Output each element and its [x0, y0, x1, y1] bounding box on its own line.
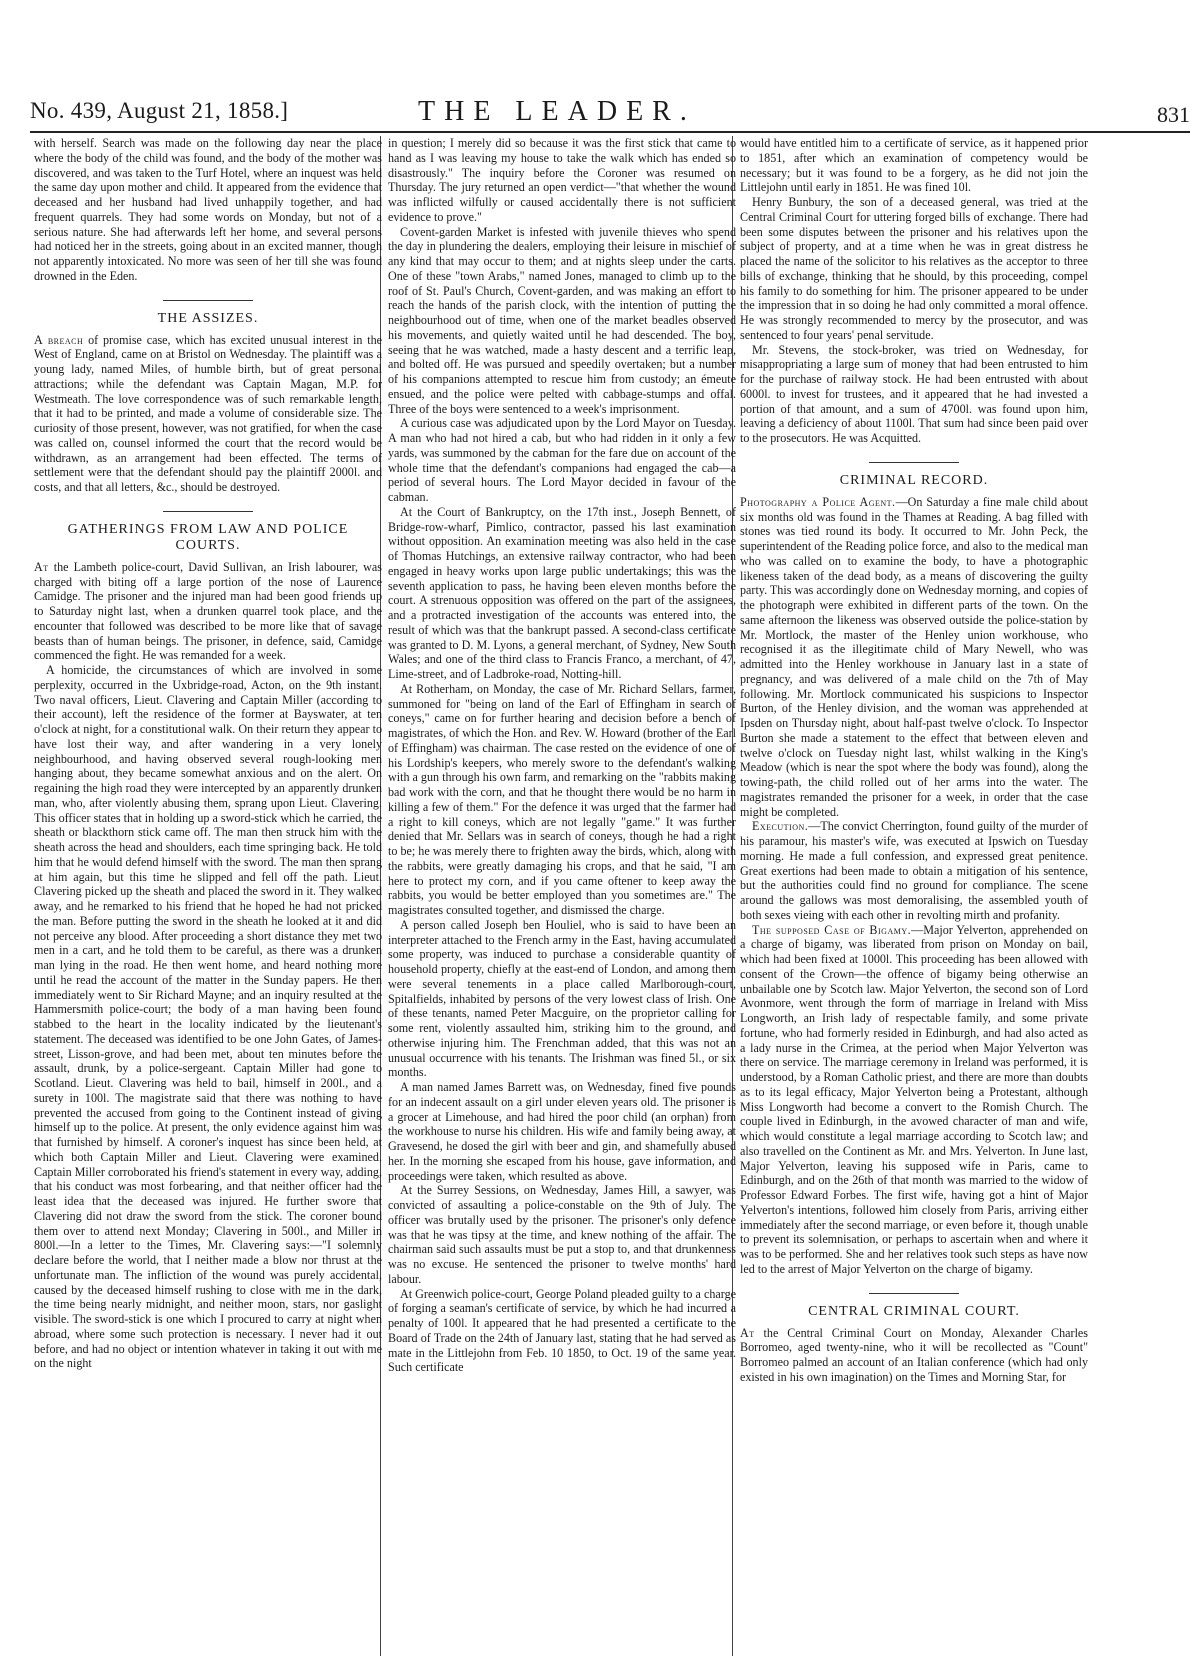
article-paragraph: Mr. Stevens, the stock-broker, was tried on Wednesday, for misappropriating a large sum of money that had been entrusted to him for the purchase of railway stock. He had been entrusted with about 6000l. to invest for trustees, and it appeared that he had invested a portion of that amount, and a sum of 4700l. was found upon him, leaving a deficiency of about 1100l. That sum had since been paid over to the prosecutors. He was Acquitted.: [740, 342, 1088, 445]
section-rule: [163, 300, 253, 301]
article-paragraph: [740, 923, 1088, 1277]
section-heading-gatherings: GATHERINGS FROM LAW AND POLICE COURTS.: [67, 521, 349, 553]
column-right: [740, 136, 1088, 1385]
article-paragraph: At Greenwich police-court, George Poland pleaded guilty to a charge of forging a seaman's certificate of service, by which he had incurred a penalty of 100l. It appeared that he had presented a certificate to the Board of Trade on the 24th of January last, stating that he had served as mate in the Littlejohn from Feb. 10 1850, to Oct. 19 of the same year. Such certificate: [388, 1286, 736, 1375]
paragraph-text: —On Saturday a fine male child about six months old was found in the Thames at Reading. A bag filled with stones was tied round its body. It occurred to Mr. John Peck, the superintendent of the Reading police force, and also to the medical man who was called on to examine the body, to have a photographic likeness taken of the dead body, as a means of discovering the guilty party. This was accordingly done on Wednesday morning, and copies of the photograph were exhibited in different parts of the town. On the same afternoon the likeness was observed outside the police-station by Mr. Mortlock, the master of the Henley union workhouse, who recognised it as the illegitimate child of Mary Newell, who was admitted into the Henley workhouse in January last in a state of pregnancy, and was delivered of a male child on the 7th of May following. Mr. Mortlock communicated his suspicions to Inspector Burton, of the Henley division, and the woman was apprehended at Ipsden on Thursday night, about half-past twelve o'clock. To Inspector Burton she made a statement to the effect that between eleven and twelve o'clock on Tuesday night last, whilst walking in the King's Meadow (which is near the spot where the body was found), along the towing-path, the child rolled out of her arms into the water. The magistrates remanded the prisoner for a week, in order that the case might be completed.: [740, 494, 1088, 819]
article-paragraph: Henry Bunbury, the son of a deceased general, was tried at the Central Criminal Court for uttering forged bills of exchange. There had been some disputes between the prisoner and his relatives upon the subject of property, and at a time when he was in great distress he placed the name of the solicitor to his relatives as the acceptor to three bills of exchange, thinking that he should, by this proceeding, compel his family to do something for him. The prisoner appeared to be under the impression that in so doing he had only committed a moral offence. He was strongly recommended to mercy by the prosecutor, and was sentenced to four years' penal servitude.: [740, 195, 1088, 342]
section-rule: [869, 462, 959, 463]
article-paragraph: At the Surrey Sessions, on Wednesday, James Hill, a sawyer, was convicted of assaulting a police-constable on the 9th of July. The officer was brutally used by the prisoner. The prisoner's only defence was that he was tipsy at the time, and knew nothing of the affair. The chairman said such assaults must be put a stop to, and that drunkenness was no excuse. He sentenced the prisoner to twelve months' hard labour.: [388, 1183, 736, 1286]
article-paragraph: A person called Joseph ben Houliel, who is said to have been an interpreter attached to the French army in the East, having accumulated some property, was induced to purchase a considerable quantity of household property, chiefly at the east-end of London, and among them were several tenements in a place called Marlborough-court, Spitalfields, inhabited by persons of the very lowest class of Irish. One of these tenants, named Peter Macguire, on the proprietor calling for some rent, violently assaulted him, striking him to the ground, and otherwise injuring him. The Frenchman added, that this was not an unusual occurrence with his tenants. The Irishman was fined 5l., or six months.: [388, 917, 736, 1080]
lead-words: The supposed Case of Bigamy.: [752, 922, 912, 937]
section-heading-criminal-record: CRIMINAL RECORD.: [839, 472, 989, 488]
section-heading-assizes: THE ASSIZES.: [157, 310, 259, 326]
section-rule: [869, 1293, 959, 1294]
article-paragraph: [740, 819, 1088, 922]
column-middle: [388, 136, 736, 1375]
article-paragraph: A homicide, the circumstances of which are involved in some perplexity, occurred in the Uxbridge-road, Acton, on the 9th instant. Two naval officers, Lieut. Clavering and Captain Miller (according to their account), left the residence of the former at Bayswater, at ten o'clock at night, for a constitutional walk. On their return they appear to have lost their way, and after wandering in a very lonely neighbourhood, and having observed several rough-looking men hanging about, they became somewhat anxious and on the alert. On regaining the high road they were intercepted by an apparently drunken man, who, after violently abusing them, sprang upon Lieut. Clavering. This officer states that in holding up a sword-stick which he carried, the sheath or blackthorn stick came off. The man then struck him with the sheath across the head and shoulders, each time springing back. He told him that he would defend himself with the sword. The man then sprang at him again, but this time he slipped and fell off the path. Lieut. Clavering picked up the sheath and placed the sword in it. They walked away, and he remarked to his friend that he hoped he had not pricked the man. Before putting the sword in the sheath he looked at it and did not perceive any blood. After proceeding a short distance they met two men in a cart, and he told them to be careful, as there was a drunken man lying in the road. He then went home, and heard nothing more until he read the account of the matter in the Sunday papers. He then immediately went to Sir Richard Mayne; and an inquiry resulted at the Hammersmith police-court; the body of a man having been found stabbed to the heart in the locality indicated by the lieutenant's statement. The deceased was identified to be one John Gates, of James-street, Lisson-grove, and had been met, about ten minutes before the assault, drunk, by a police-sergeant. Captain Miller had gone to Scotland. Lieut. Clavering was held to bail, himself in 200l., and a surety in 100l. The magistrate said that there was nothing to have prevented the accused from going to the Continent instead of giving himself up to the police. At present, the only evidence against him was that furnished by himself. A coroner's inquest has since been held, at which both Captain Miller and Lieut. Clavering were examined. Captain Miller corroborated his friend's statement in every way, adding, that his conduct was most forbearing, and that neither officer had the least idea that the deceased was injured. He further swore that Clavering did not draw the sword from the stick. The coroner bound them over to attend next Monday; Clavering in 500l., and Miller in 800l.—In a letter to the Times, Mr. Clavering says:—"I solemnly declare before the world, that I neither made a blow nor thrust at the unfortunate man. The infliction of the wound was purely accidental, caused by the deceased himself rushing to close with me in the dark, the time being nearly midnight, and neither moon, stars, nor gaslight visible. The sword-stick is one which I procured to carry at night when abroad, where some such protection is necessary. I never had it out before, and had no object or intention whatever in taking it out with me on the night: [34, 663, 382, 1371]
masthead: [30, 84, 1190, 127]
article-paragraph: A man named James Barrett was, on Wednesday, fined five pounds for an indecent assault on a girl under eleven years old. The prisoner is a grocer at Limehouse, and had hired the poor child (an orphan) from the workhouse to nurse his children. His wife and family being away, at Gravesend, he dosed the girl with beer and gin, and shamefully abused her. In the morning she escaped from his house, gave information, and proceedings were taken, which resulted as above.: [388, 1080, 736, 1183]
section-rule: [163, 511, 253, 512]
article-paragraph: At the Court of Bankruptcy, on the 17th inst., Joseph Bennett, of Bridge-row-wharf, Pimlico, contractor, passed his last examination without opposition. An examination meeting was also held in the case of Thomas Hutchings, an extensive railway contractor, who had been engaged in heavy works upon large public undertakings; this was the seventh application to pass, he having been eleven months before the court. A strenuous opposition was offered on the part of the assignees, and a protracted investigation of the accounts was entered into, the result of which was that the bankrupt passed. A second-class certificate was granted to D. M. Lyons, a general merchant, of Sydney, New South Wales; and one of the third class to Francis Franco, a merchant, of 47, Lime-street, and of Ladbroke-road, Notting-hill.: [388, 504, 736, 681]
article-paragraph: A curious case was adjudicated upon by the Lord Mayor on Tuesday. A man who had not hired a cab, but who had ridden in it only a few yards, was summoned by the cabman for the fare due on account of the whole time that the defendant's companions had engaged the cab—a period of several hours. The Lord Mayor decided in favour of the cabman.: [388, 416, 736, 504]
lead-words: A breach: [34, 332, 84, 347]
section-heading-central-criminal-court: CENTRAL CRIMINAL COURT.: [808, 1303, 1020, 1319]
paragraph-text: of promise case, which has excited unusual interest in the West of England, came on at Bristol on Wednesday. The plaintiff was a young lady, named Miles, of humble birth, but of great personal attractions; while the defendant was Captain Magan, M.P. for Westmeath. The love correspondence was of such remarkable length, that it had to be printed, and made a volume of considerable size. The curiosity of those present, however, was not gratified, for when the case was called on, counsel informed the court that the record would be withdrawn, as an arrangement had been effected. The terms of settlement were that the defendant should pay the plaintiff 2000l. and costs, and that all letters, &c., should be destroyed.: [34, 332, 383, 494]
lead-words: At: [34, 559, 49, 574]
article-paragraph: [740, 495, 1088, 820]
paragraph-text: —The convict Cherrington, found guilty of the murder of his paramour, his master's wife, was executed at Ipswich on Tuesday morning. He made a full confession, and expressed great penitence. Great exertions had been made to obtain a mitigation of his sentence, but the authorities could find no ground for compliance. The scene around the gallows was most demoralising, the assembled youth of both sexes vieing with each other in revolting mirth and profanity.: [740, 819, 1088, 922]
lead-words: At: [740, 1325, 755, 1340]
paragraph-text: the Lambeth police-court, David Sullivan, an Irish labourer, was charged with biting off a large portion of the nose of Laurence Camidge. The prisoner and the injured man had been good friends up to Saturday night last, when a drunken quarrel took place, and the encounter that followed was described to be more like that of savage beasts than of human beings. The prisoner, in defence, said, Camidge commenced the fight. He was remanded for a week.: [34, 559, 382, 663]
article-paragraph: in question; I merely did so because it was the first stick that came to hand as I was leaving my house to take the walk which has ended so disastrously." The inquiry before the Coroner was resumed on Thursday. The jury returned an open verdict—"that whether the wound was inflicted wilfully or caused accidentally there is not sufficient evidence to prove.": [388, 136, 736, 224]
lead-words: Execution.: [752, 819, 809, 834]
paragraph-text: —Major Yelverton, apprehended on a charge of bigamy, was liberated from prison on Monday on bail, which had been fixed at 1000l. This proceeding has been allowed with consent of the Crown—the offence of bigamy being otherwise an unbailable one by Scotch law. Major Yelverton, the second son of Lord Avonmore, went through the form of marriage in Ireland with Miss Longworth, an Irish lady of respectable family, and some private fortune, who had formerly resided in Edinburgh, and had also acted as a lady nurse in the Crimea, at the period when Major Yelverton was there on service. The marriage ceremony in Ireland was performed, it is understood, by a Roman Catholic priest, and there are more than doubts as to its legal efficacy, Major Yelverton being a Protestant, although Miss Longworth had become a convert to the Romish Church. The couple lived in Edinburgh, in the avowed character of man and wife, which would constitute a legal marriage according to Scotch law; and also travelled on the Continent as Mr. and Mrs. Yelverton. In June last, Major Yelverton, leaving his supposed wife in Paris, came to Edinburgh, and on the 26th of that month was married to the widow of Professor Edward Forbes. The first wife, having got a hint of Major Yelverton's intentions, followed him closely from Paris, arriving either immediately after the second marriage, or even before it, though unable to prevent its solemnisation, or perhaps to ascertain when and where it was to be performed. She and her relatives took such steps as have now led to the arrest of Major Yelverton on the charge of bigamy.: [740, 922, 1088, 1276]
paragraph-text: the Central Criminal Court on Monday, Alexander Charles Borromeo, aged twenty-nine, who it will be recollected as "Count" Borromeo palmed an account of an Italian conference (which had only existed in his own imagination) on the Times and Morning Star, for: [740, 1325, 1089, 1384]
newspaper-title: THE LEADER.: [418, 96, 696, 127]
article-paragraph: At Rotherham, on Monday, the case of Mr. Richard Sellars, farmer, summoned for "being on land of the Earl of Effingham in search of coneys," came on for further hearing and decision before a bench of magistrates, of which the Hon. and Rev. W. Howard (brother of the Earl of Effingham) was chairman. The case rested on the evidence of one of his Lordship's keepers, who merely swore to the defendant's walking with a gun through his own farm, and remarking on the "rabbits making bad work with the corn, and that he thought there would be no harm in killing a few of them." For the defence it was urged that the farmer had a right to kill coneys, which are not legally "game." It was further denied that Mr. Sellars was in search of coneys, though he had a right to be; he was merely there to frighten away the birds, which, along with the rabbits, were greatly damaging his crops, and that he said, "I am here to protect my corn, and if you came oftener to keep away the rabbits, you would be better employed than you sometimes are." The magistrates consulted together, and dismissed the charge.: [388, 681, 736, 917]
page-number: 831: [1157, 102, 1190, 127]
column-left: [34, 136, 382, 1371]
article-paragraph: Covent-garden Market is infested with juvenile thieves who spend the day in plundering the dealers, employing their leisure in mischief of any kind that may occur to them; and at nights sleep under the carts. One of these "town Arabs," named Jones, managed to climb up to the roof of St. Paul's Church, Covent-garden, and was making an effort to reach the hands of the parish clock, with the intention of putting the neighbourhood out of time, when one of the market beadles observed his movements, and quietly waited until he had descended. The boy, seeing that he was watched, made a hasty descent and a terrific leap, and bolted off. He was pursued and speedily overtaken; but a number of his companions attempted to rescue him from custody; an émeute ensued, and the police were pelted with cabbage-stumps and offal. Three of the boys were sentenced to a week's imprisonment.: [388, 224, 736, 416]
article-paragraph: with herself. Search was made on the following day near the place where the body of the child was found, and the body of the mother was discovered, and was taken to the Turf Hotel, where an inquest was held the same day upon mother and child. It appeared from the evidence that deceased and her husband had lived unhappily together, and had frequent quarrels. They had some words on Monday, but not of a serious nature. She had afterwards left her home, and several persons had noticed her in the streets, going about in an excited manner, though not apparently intoxicated. No more was seen of her till she was found drowned in the Eden.: [34, 136, 382, 283]
issue-line: No. 439, August 21, 1858.]: [30, 98, 289, 123]
lead-words: Photography a Police Agent.: [740, 494, 896, 509]
article-paragraph: [740, 1326, 1088, 1385]
article-paragraph: [34, 560, 382, 663]
masthead-rule: [30, 131, 1190, 133]
article-paragraph: [34, 333, 382, 495]
article-paragraph: would have entitled him to a certificate of service, as it happened prior to 1851, after which an examination of competency would be necessary; but it was found to be a forgery, as he did not join the Littlejohn until early in 1851. He was fined 10l.: [740, 136, 1088, 195]
